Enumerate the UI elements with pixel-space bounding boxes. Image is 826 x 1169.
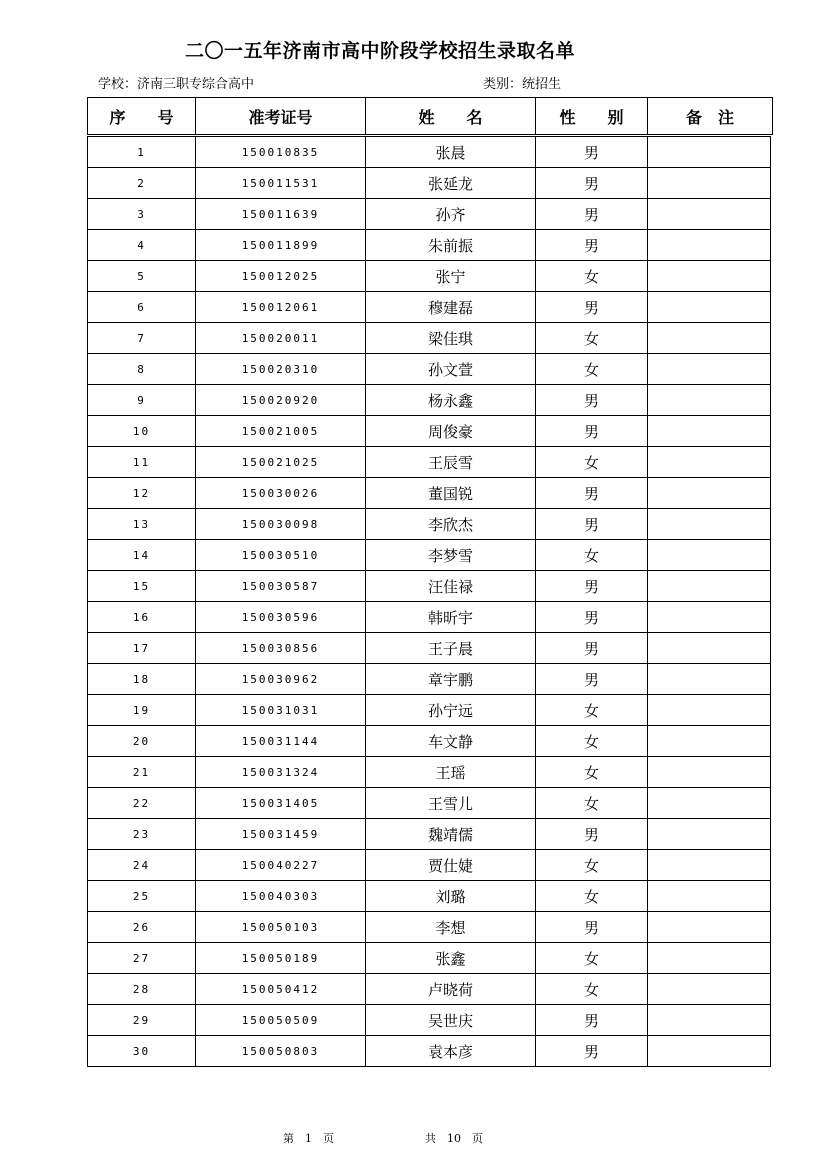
row-exam-id-cell: 150031144 (196, 726, 366, 757)
row-note-cell (648, 881, 771, 912)
table-row (88, 385, 771, 416)
row-exam-id-cell: 150030510 (196, 540, 366, 571)
row-no-cell: 1 (88, 137, 196, 168)
row-no-cell: 25 (88, 881, 196, 912)
row-exam-id-cell: 150030587 (196, 571, 366, 602)
category-label: 类别：统招生 (483, 77, 562, 92)
row-no-cell: 8 (88, 354, 196, 385)
row-exam-id-cell: 150030596 (196, 602, 366, 633)
row-sex-cell: 男 (536, 602, 648, 633)
row-sex-cell: 男 (536, 292, 648, 323)
table-row (88, 292, 771, 323)
table-row (88, 602, 771, 633)
table-row (88, 509, 771, 540)
row-name-cell: 梁佳琪 (366, 323, 536, 354)
header-no: 序 号 (88, 98, 196, 135)
table-row (88, 199, 771, 230)
row-sex-cell: 男 (536, 1005, 648, 1036)
row-note-cell (648, 974, 771, 1005)
row-name-cell: 袁本彦 (366, 1036, 536, 1067)
row-sex-cell: 男 (536, 664, 648, 695)
row-no-cell: 12 (88, 478, 196, 509)
table-row (88, 757, 771, 788)
table-row (88, 571, 771, 602)
row-exam-id-cell: 150030098 (196, 509, 366, 540)
row-sex-cell: 男 (536, 912, 648, 943)
row-exam-id-cell: 150040303 (196, 881, 366, 912)
table-row (88, 695, 771, 726)
row-exam-id-cell: 150011899 (196, 230, 366, 261)
row-exam-id-cell: 150021005 (196, 416, 366, 447)
row-exam-id-cell: 150012025 (196, 261, 366, 292)
row-name-cell: 章宇鹏 (366, 664, 536, 695)
row-sex-cell: 女 (536, 788, 648, 819)
row-exam-id-cell: 150031031 (196, 695, 366, 726)
row-note-cell (648, 912, 771, 943)
row-name-cell: 张宁 (366, 261, 536, 292)
row-note-cell (648, 850, 771, 881)
row-exam-id-cell: 150050803 (196, 1036, 366, 1067)
row-exam-id-cell: 150040227 (196, 850, 366, 881)
row-no-cell: 7 (88, 323, 196, 354)
row-no-cell: 27 (88, 943, 196, 974)
table-row (88, 974, 771, 1005)
table-row (88, 540, 771, 571)
row-sex-cell: 女 (536, 726, 648, 757)
row-name-cell: 李想 (366, 912, 536, 943)
row-note-cell (648, 292, 771, 323)
table-row (88, 230, 771, 261)
row-name-cell: 李梦雪 (366, 540, 536, 571)
row-name-cell: 杨永鑫 (366, 385, 536, 416)
row-sex-cell: 男 (536, 416, 648, 447)
row-name-cell: 贾仕婕 (366, 850, 536, 881)
row-note-cell (648, 447, 771, 478)
row-exam-id-cell: 150030856 (196, 633, 366, 664)
row-name-cell: 车文静 (366, 726, 536, 757)
header-sex: 性 别 (536, 98, 648, 135)
row-sex-cell: 男 (536, 385, 648, 416)
row-name-cell: 朱前振 (366, 230, 536, 261)
row-no-cell: 4 (88, 230, 196, 261)
row-note-cell (648, 199, 771, 230)
row-name-cell: 吴世庆 (366, 1005, 536, 1036)
row-sex-cell: 女 (536, 447, 648, 478)
row-no-cell: 23 (88, 819, 196, 850)
row-note-cell (648, 726, 771, 757)
row-sex-cell: 男 (536, 819, 648, 850)
row-no-cell: 26 (88, 912, 196, 943)
row-no-cell: 5 (88, 261, 196, 292)
row-exam-id-cell: 150031405 (196, 788, 366, 819)
header-note: 备 注 (648, 98, 773, 135)
row-no-cell: 18 (88, 664, 196, 695)
row-no-cell: 9 (88, 385, 196, 416)
table-row (88, 478, 771, 509)
row-no-cell: 2 (88, 168, 196, 199)
row-note-cell (648, 416, 771, 447)
row-exam-id-cell: 150050412 (196, 974, 366, 1005)
row-no-cell: 19 (88, 695, 196, 726)
row-sex-cell: 男 (536, 199, 648, 230)
row-sex-cell: 女 (536, 757, 648, 788)
table-row (88, 1036, 771, 1067)
row-sex-cell: 女 (536, 261, 648, 292)
row-note-cell (648, 1036, 771, 1067)
table-row (88, 137, 771, 168)
row-note-cell (648, 137, 771, 168)
row-note-cell (648, 509, 771, 540)
row-no-cell: 21 (88, 757, 196, 788)
table-row (88, 881, 771, 912)
table-header (87, 97, 773, 135)
row-name-cell: 孙宁远 (366, 695, 536, 726)
header-exam-id: 准考证号 (196, 98, 366, 135)
table-row (88, 261, 771, 292)
row-sex-cell: 男 (536, 1036, 648, 1067)
table-row (88, 323, 771, 354)
row-note-cell (648, 385, 771, 416)
row-sex-cell: 男 (536, 571, 648, 602)
table-row (88, 664, 771, 695)
row-sex-cell: 女 (536, 540, 648, 571)
row-exam-id-cell: 150031324 (196, 757, 366, 788)
row-name-cell: 刘璐 (366, 881, 536, 912)
row-sex-cell: 男 (536, 230, 648, 261)
row-note-cell (648, 571, 771, 602)
row-sex-cell: 男 (536, 137, 648, 168)
row-no-cell: 24 (88, 850, 196, 881)
row-exam-id-cell: 150011639 (196, 199, 366, 230)
row-name-cell: 孙齐 (366, 199, 536, 230)
school-label: 学校：济南三职专综合高中 (98, 77, 255, 92)
row-sex-cell: 女 (536, 943, 648, 974)
row-note-cell (648, 664, 771, 695)
page-total: 共 10 页 (425, 1132, 483, 1145)
row-name-cell: 张晨 (366, 137, 536, 168)
table-row (88, 168, 771, 199)
table-row (88, 788, 771, 819)
row-note-cell (648, 261, 771, 292)
row-name-cell: 李欣杰 (366, 509, 536, 540)
row-no-cell: 29 (88, 1005, 196, 1036)
row-name-cell: 孙文萱 (366, 354, 536, 385)
row-note-cell (648, 1005, 771, 1036)
row-no-cell: 28 (88, 974, 196, 1005)
row-name-cell: 王辰雪 (366, 447, 536, 478)
table-row (88, 726, 771, 757)
row-no-cell: 14 (88, 540, 196, 571)
row-name-cell: 王雪儿 (366, 788, 536, 819)
row-exam-id-cell: 150011531 (196, 168, 366, 199)
table-body (88, 137, 771, 1067)
row-exam-id-cell: 150030962 (196, 664, 366, 695)
row-no-cell: 30 (88, 1036, 196, 1067)
row-no-cell: 10 (88, 416, 196, 447)
row-exam-id-cell: 150010835 (196, 137, 366, 168)
row-name-cell: 周俊豪 (366, 416, 536, 447)
row-name-cell: 汪佳禄 (366, 571, 536, 602)
row-sex-cell: 女 (536, 881, 648, 912)
row-note-cell (648, 788, 771, 819)
table-row (88, 447, 771, 478)
row-exam-id-cell: 150050189 (196, 943, 366, 974)
row-note-cell (648, 323, 771, 354)
row-sex-cell: 女 (536, 323, 648, 354)
row-sex-cell: 女 (536, 850, 648, 881)
row-name-cell: 卢晓荷 (366, 974, 536, 1005)
row-note-cell (648, 168, 771, 199)
table-row (88, 819, 771, 850)
row-name-cell: 韩昕宇 (366, 602, 536, 633)
row-note-cell (648, 230, 771, 261)
row-exam-id-cell: 150050509 (196, 1005, 366, 1036)
row-sex-cell: 男 (536, 168, 648, 199)
row-no-cell: 11 (88, 447, 196, 478)
row-name-cell: 张延龙 (366, 168, 536, 199)
row-name-cell: 董国锐 (366, 478, 536, 509)
table-row (88, 354, 771, 385)
row-sex-cell: 男 (536, 478, 648, 509)
row-note-cell (648, 602, 771, 633)
row-note-cell (648, 943, 771, 974)
row-exam-id-cell: 150030026 (196, 478, 366, 509)
row-sex-cell: 男 (536, 509, 648, 540)
row-no-cell: 16 (88, 602, 196, 633)
row-name-cell: 张鑫 (366, 943, 536, 974)
row-name-cell: 王瑶 (366, 757, 536, 788)
row-name-cell: 穆建磊 (366, 292, 536, 323)
row-exam-id-cell: 150020011 (196, 323, 366, 354)
row-note-cell (648, 757, 771, 788)
row-no-cell: 13 (88, 509, 196, 540)
row-note-cell (648, 540, 771, 571)
admission-table (87, 136, 771, 1067)
row-sex-cell: 女 (536, 695, 648, 726)
row-sex-cell: 女 (536, 354, 648, 385)
header-name: 姓 名 (366, 98, 536, 135)
row-exam-id-cell: 150012061 (196, 292, 366, 323)
row-no-cell: 22 (88, 788, 196, 819)
row-no-cell: 17 (88, 633, 196, 664)
row-name-cell: 魏靖儒 (366, 819, 536, 850)
row-sex-cell: 女 (536, 974, 648, 1005)
row-exam-id-cell: 150031459 (196, 819, 366, 850)
row-exam-id-cell: 150050103 (196, 912, 366, 943)
row-note-cell (648, 354, 771, 385)
row-exam-id-cell: 150020310 (196, 354, 366, 385)
table-row (88, 416, 771, 447)
row-note-cell (648, 819, 771, 850)
row-note-cell (648, 633, 771, 664)
row-no-cell: 3 (88, 199, 196, 230)
page-title: 二〇一五年济南市高中阶段学校招生录取名单 (184, 40, 575, 62)
table-row (88, 1005, 771, 1036)
row-no-cell: 20 (88, 726, 196, 757)
table-row (88, 943, 771, 974)
row-no-cell: 15 (88, 571, 196, 602)
row-exam-id-cell: 150020920 (196, 385, 366, 416)
row-exam-id-cell: 150021025 (196, 447, 366, 478)
table-row (88, 633, 771, 664)
row-no-cell: 6 (88, 292, 196, 323)
row-name-cell: 王子晨 (366, 633, 536, 664)
table-row (88, 912, 771, 943)
row-sex-cell: 男 (536, 633, 648, 664)
row-note-cell (648, 478, 771, 509)
row-note-cell (648, 695, 771, 726)
table-row (88, 850, 771, 881)
page-number: 第 1 页 (283, 1132, 334, 1145)
